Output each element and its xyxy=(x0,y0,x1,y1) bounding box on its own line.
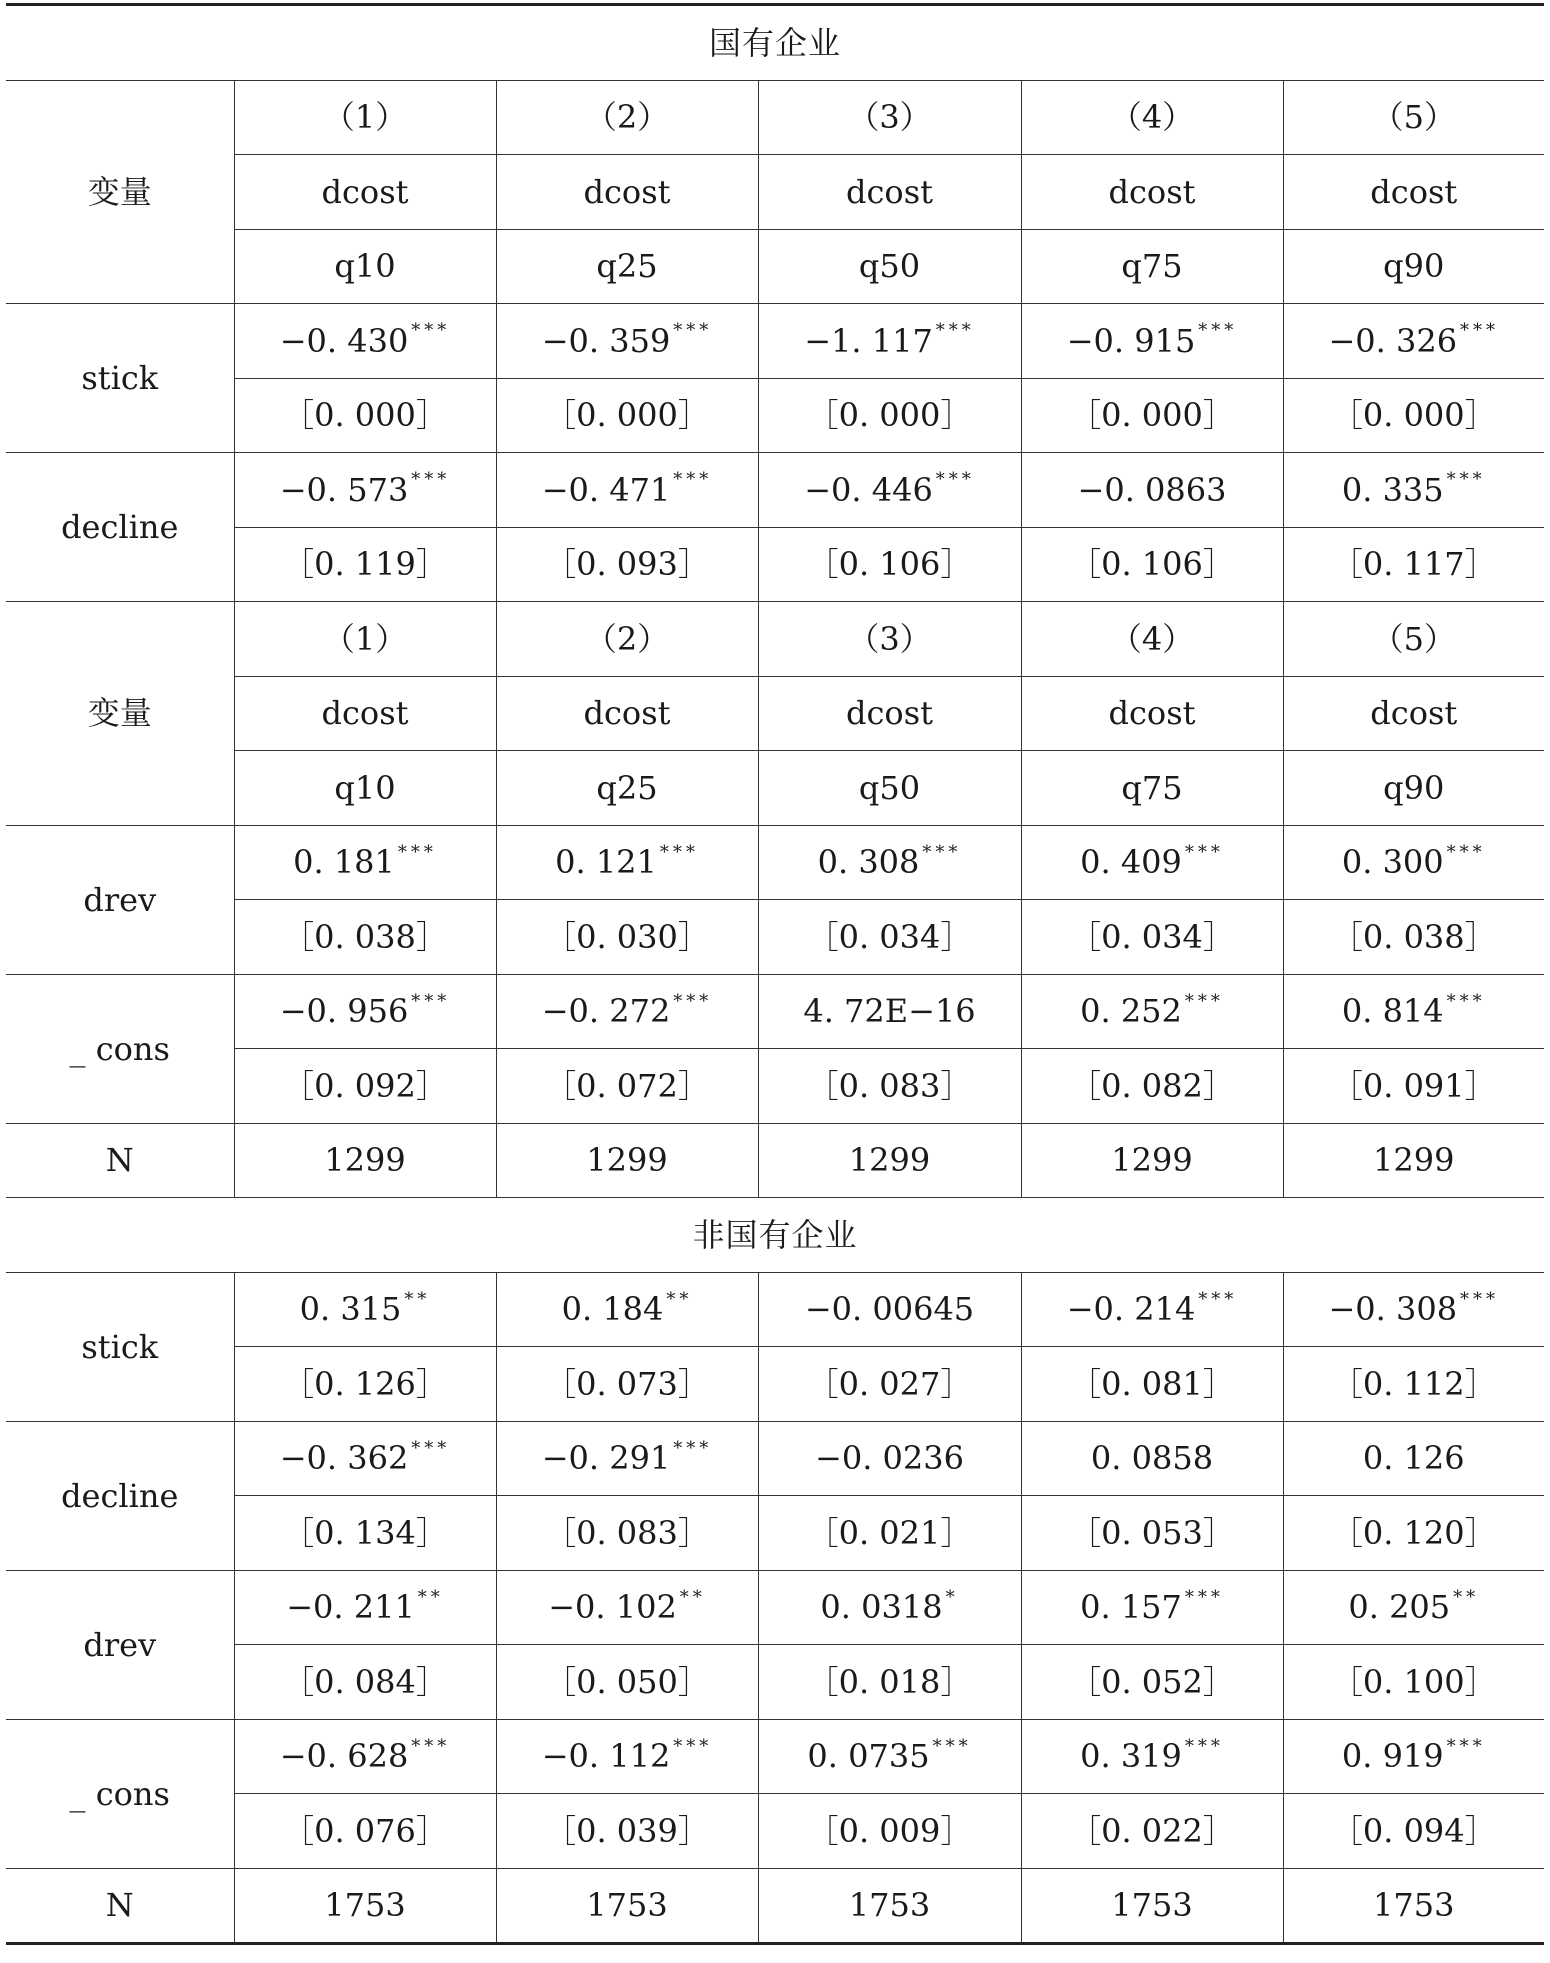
bracket-value: ［0. 083］ xyxy=(496,1496,758,1571)
significance-stars: ** xyxy=(679,1586,706,1608)
coefficient-cell xyxy=(496,453,758,528)
n-value: 1299 xyxy=(1283,1123,1544,1198)
coefficient-cell xyxy=(496,1570,758,1645)
dependent-variable: dcost xyxy=(1283,676,1544,751)
significance-stars: *** xyxy=(673,320,713,342)
significance-stars: *** xyxy=(411,469,451,491)
bracket-value: ［0. 106］ xyxy=(1021,527,1283,602)
coefficient-value: −0. 291 xyxy=(541,1439,671,1478)
coefficient-value: −0. 430 xyxy=(279,321,409,360)
bracket-value: ［0. 009］ xyxy=(758,1794,1021,1869)
coefficient-cell xyxy=(1021,1421,1283,1496)
coefficient-value: −0. 0863 xyxy=(1077,470,1227,509)
coef-row xyxy=(6,1719,1544,1794)
header-row-quantile xyxy=(6,751,1544,826)
quantile-label: q50 xyxy=(758,229,1021,304)
coefficient-value: 0. 409 xyxy=(1080,843,1182,882)
n-value: 1753 xyxy=(1283,1868,1544,1944)
bracket-value: ［0. 072］ xyxy=(496,1049,758,1124)
significance-stars: *** xyxy=(411,320,451,342)
n-label: N xyxy=(6,1868,234,1944)
coefficient-cell xyxy=(1283,1570,1544,1645)
bracket-value: ［0. 117］ xyxy=(1283,527,1544,602)
coefficient-cell xyxy=(1283,453,1544,528)
bracket-value: ［0. 083］ xyxy=(758,1049,1021,1124)
bracket-value: ［0. 038］ xyxy=(1283,900,1544,975)
bracket-value: ［0. 038］ xyxy=(234,900,496,975)
significance-stars: *** xyxy=(1198,1288,1238,1310)
coefficient-value: −0. 112 xyxy=(541,1737,671,1776)
section-title-state-owned: 国有企业 xyxy=(6,5,1544,81)
dependent-variable: dcost xyxy=(1021,676,1283,751)
bracket-value: ［0. 000］ xyxy=(496,378,758,453)
coefficient-value: 0. 319 xyxy=(1080,1737,1182,1776)
n-value: 1753 xyxy=(234,1868,496,1944)
coefficient-cell xyxy=(234,1421,496,1496)
bracket-value: ［0. 053］ xyxy=(1021,1496,1283,1571)
n-value: 1753 xyxy=(496,1868,758,1944)
quantile-label: q75 xyxy=(1021,229,1283,304)
section-row xyxy=(6,1198,1544,1273)
bracket-value: ［0. 000］ xyxy=(758,378,1021,453)
coefficient-cell xyxy=(1021,825,1283,900)
significance-stars: *** xyxy=(1184,1586,1224,1608)
coefficient-value: −0. 211 xyxy=(286,1588,415,1627)
significance-stars: *** xyxy=(673,1437,713,1459)
bracket-value: ［0. 034］ xyxy=(758,900,1021,975)
coefficient-value: 0. 157 xyxy=(1080,1588,1182,1627)
significance-stars: *** xyxy=(935,320,975,342)
coefficient-cell xyxy=(496,974,758,1049)
coefficient-cell xyxy=(234,825,496,900)
coefficient-value: −0. 272 xyxy=(541,992,671,1031)
coefficient-value: 0. 205 xyxy=(1348,1588,1451,1627)
significance-stars: *** xyxy=(1198,320,1238,342)
significance-stars: *** xyxy=(1446,841,1486,863)
regression-table-body xyxy=(6,5,1544,1944)
significance-stars: *** xyxy=(673,990,713,1012)
coefficient-value: 0. 300 xyxy=(1341,843,1444,882)
bracket-value: ［0. 084］ xyxy=(234,1645,496,1720)
coefficient-cell xyxy=(1283,1719,1544,1794)
significance-stars: *** xyxy=(1184,841,1224,863)
n-value: 1753 xyxy=(1021,1868,1283,1944)
coefficient-value: −0. 308 xyxy=(1328,1290,1458,1329)
coefficient-value: 4. 72E−16 xyxy=(803,992,976,1031)
coefficient-cell xyxy=(758,453,1021,528)
coefficient-value: −0. 628 xyxy=(279,1737,409,1776)
coefficient-cell xyxy=(496,1719,758,1794)
n-value: 1299 xyxy=(758,1123,1021,1198)
bracket-value: ［0. 119］ xyxy=(234,527,496,602)
bracket-value: ［0. 106］ xyxy=(758,527,1021,602)
dependent-variable: dcost xyxy=(234,676,496,751)
variable-name: drev xyxy=(6,825,234,974)
coefficient-value: −0. 00645 xyxy=(804,1290,975,1329)
significance-stars: ** xyxy=(404,1288,431,1310)
coefficient-cell xyxy=(758,1570,1021,1645)
significance-stars: *** xyxy=(922,841,962,863)
significance-stars: ** xyxy=(417,1586,444,1608)
significance-stars: *** xyxy=(935,469,975,491)
coefficient-cell xyxy=(1283,974,1544,1049)
column-number: （5） xyxy=(1283,80,1544,155)
coefficient-cell xyxy=(1021,974,1283,1049)
coefficient-cell xyxy=(234,304,496,379)
significance-stars: * xyxy=(945,1586,959,1608)
coefficient-value: −1. 117 xyxy=(804,321,933,360)
coefficient-value: −0. 471 xyxy=(541,470,671,509)
bracket-value: ［0. 076］ xyxy=(234,1794,496,1869)
section-row xyxy=(6,5,1544,81)
coefficient-value: 0. 252 xyxy=(1080,992,1182,1031)
significance-stars: *** xyxy=(932,1735,972,1757)
coef-row xyxy=(6,304,1544,379)
quantile-label: q50 xyxy=(758,751,1021,826)
coefficient-value: −0. 214 xyxy=(1066,1290,1196,1329)
variable-name: decline xyxy=(6,1421,234,1570)
coefficient-value: −0. 956 xyxy=(279,992,409,1031)
dependent-variable: dcost xyxy=(758,676,1021,751)
n-value: 1299 xyxy=(496,1123,758,1198)
bracket-value: ［0. 018］ xyxy=(758,1645,1021,1720)
dependent-variable: dcost xyxy=(1283,155,1544,230)
coefficient-cell xyxy=(758,825,1021,900)
bracket-value: ［0. 091］ xyxy=(1283,1049,1544,1124)
quantile-label: q90 xyxy=(1283,751,1544,826)
header-row-numbers xyxy=(6,80,1544,155)
quantile-label: q25 xyxy=(496,229,758,304)
bracket-value: ［0. 039］ xyxy=(496,1794,758,1869)
coefficient-cell xyxy=(1283,304,1544,379)
coefficient-cell xyxy=(1021,1272,1283,1347)
significance-stars: *** xyxy=(411,990,451,1012)
coefficient-cell xyxy=(496,1272,758,1347)
n-value: 1299 xyxy=(234,1123,496,1198)
regression-table xyxy=(6,3,1544,1945)
coefficient-cell xyxy=(758,1272,1021,1347)
significance-stars: *** xyxy=(673,1735,713,1757)
bracket-value: ［0. 073］ xyxy=(496,1347,758,1422)
coefficient-value: −0. 573 xyxy=(279,470,409,509)
coefficient-cell xyxy=(1021,453,1283,528)
coefficient-value: 0. 121 xyxy=(555,843,657,882)
quantile-label: q75 xyxy=(1021,751,1283,826)
significance-stars: *** xyxy=(1460,1288,1500,1310)
bracket-value: ［0. 000］ xyxy=(1021,378,1283,453)
coefficient-cell xyxy=(1021,1719,1283,1794)
header-row-numbers xyxy=(6,602,1544,677)
bracket-value: ［0. 081］ xyxy=(1021,1347,1283,1422)
quantile-label: q10 xyxy=(234,229,496,304)
n-value: 1753 xyxy=(758,1868,1021,1944)
bracket-value: ［0. 112］ xyxy=(1283,1347,1544,1422)
coefficient-cell xyxy=(496,304,758,379)
coef-row xyxy=(6,1421,1544,1496)
coefficient-cell xyxy=(1021,304,1283,379)
n-row xyxy=(6,1123,1544,1198)
bracket-value: ［0. 021］ xyxy=(758,1496,1021,1571)
dependent-variable: dcost xyxy=(496,155,758,230)
bracket-value: ［0. 082］ xyxy=(1021,1049,1283,1124)
bracket-value: ［0. 000］ xyxy=(234,378,496,453)
coef-row xyxy=(6,974,1544,1049)
coefficient-cell xyxy=(758,974,1021,1049)
coefficient-cell xyxy=(1021,1570,1283,1645)
column-number: （4） xyxy=(1021,80,1283,155)
coef-row xyxy=(6,825,1544,900)
coefficient-value: 0. 919 xyxy=(1341,1737,1444,1776)
bracket-value: ［0. 100］ xyxy=(1283,1645,1544,1720)
coefficient-cell xyxy=(496,825,758,900)
bracket-value: ［0. 052］ xyxy=(1021,1645,1283,1720)
bracket-row xyxy=(6,1645,1544,1720)
significance-stars: *** xyxy=(1184,1735,1224,1757)
bracket-row xyxy=(6,1496,1544,1571)
variable-name: stick xyxy=(6,304,234,453)
bracket-row xyxy=(6,527,1544,602)
quantile-label: q90 xyxy=(1283,229,1544,304)
section-title-non-state: 非国有企业 xyxy=(6,1198,1544,1273)
coefficient-value: 0. 0735 xyxy=(807,1737,930,1776)
significance-stars: *** xyxy=(1446,469,1486,491)
coefficient-value: 0. 308 xyxy=(817,843,920,882)
coefficient-value: −0. 915 xyxy=(1066,321,1196,360)
column-number: （2） xyxy=(496,602,758,677)
coefficient-cell xyxy=(1283,1272,1544,1347)
significance-stars: *** xyxy=(411,1437,451,1459)
coefficient-cell xyxy=(496,1421,758,1496)
significance-stars: ** xyxy=(1453,1586,1480,1608)
column-number: （4） xyxy=(1021,602,1283,677)
coefficient-value: 0. 126 xyxy=(1362,1439,1465,1478)
variable-name: decline xyxy=(6,453,234,602)
coefficient-value: −0. 446 xyxy=(804,470,933,509)
bracket-value: ［0. 030］ xyxy=(496,900,758,975)
bracket-value: ［0. 094］ xyxy=(1283,1794,1544,1869)
coef-row xyxy=(6,1272,1544,1347)
significance-stars: *** xyxy=(411,1735,451,1757)
variable-header: 变量 xyxy=(6,602,234,826)
significance-stars: *** xyxy=(1184,990,1224,1012)
significance-stars: *** xyxy=(673,469,713,491)
variable-name: stick xyxy=(6,1272,234,1421)
bracket-value: ［0. 050］ xyxy=(496,1645,758,1720)
bracket-value: ［0. 000］ xyxy=(1283,378,1544,453)
significance-stars: *** xyxy=(659,841,699,863)
bracket-row xyxy=(6,378,1544,453)
bracket-value: ［0. 134］ xyxy=(234,1496,496,1571)
coef-row xyxy=(6,453,1544,528)
coefficient-cell xyxy=(234,1719,496,1794)
coefficient-cell xyxy=(234,1570,496,1645)
coefficient-cell xyxy=(234,453,496,528)
column-number: （3） xyxy=(758,602,1021,677)
coefficient-value: 0. 335 xyxy=(1341,470,1444,509)
coefficient-cell xyxy=(234,974,496,1049)
bracket-row xyxy=(6,1049,1544,1124)
dependent-variable: dcost xyxy=(234,155,496,230)
bracket-value: ［0. 022］ xyxy=(1021,1794,1283,1869)
header-row-depvar xyxy=(6,676,1544,751)
n-label: N xyxy=(6,1123,234,1198)
quantile-label: q25 xyxy=(496,751,758,826)
coefficient-cell xyxy=(1283,825,1544,900)
bracket-value: ［0. 027］ xyxy=(758,1347,1021,1422)
coefficient-value: 0. 0858 xyxy=(1090,1439,1214,1478)
coefficient-cell xyxy=(234,1272,496,1347)
significance-stars: *** xyxy=(1446,1735,1486,1757)
n-row xyxy=(6,1868,1544,1944)
column-number: （1） xyxy=(234,602,496,677)
coefficient-value: −0. 362 xyxy=(279,1439,409,1478)
coefficient-value: 0. 315 xyxy=(299,1290,402,1329)
column-number: （3） xyxy=(758,80,1021,155)
quantile-label: q10 xyxy=(234,751,496,826)
coefficient-value: 0. 184 xyxy=(561,1290,664,1329)
dependent-variable: dcost xyxy=(496,676,758,751)
significance-stars: *** xyxy=(397,841,437,863)
bracket-value: ［0. 093］ xyxy=(496,527,758,602)
bracket-row xyxy=(6,1347,1544,1422)
coefficient-cell xyxy=(758,1719,1021,1794)
column-number: （5） xyxy=(1283,602,1544,677)
bracket-value: ［0. 120］ xyxy=(1283,1496,1544,1571)
variable-name: _ cons xyxy=(6,1719,234,1868)
bracket-row xyxy=(6,1794,1544,1869)
coefficient-value: −0. 326 xyxy=(1328,321,1458,360)
variable-name: _ cons xyxy=(6,974,234,1123)
bracket-value: ［0. 092］ xyxy=(234,1049,496,1124)
dependent-variable: dcost xyxy=(758,155,1021,230)
significance-stars: *** xyxy=(1446,990,1486,1012)
significance-stars: ** xyxy=(666,1288,693,1310)
coefficient-cell xyxy=(1283,1421,1544,1496)
dependent-variable: dcost xyxy=(1021,155,1283,230)
bracket-value: ［0. 126］ xyxy=(234,1347,496,1422)
n-value: 1299 xyxy=(1021,1123,1283,1198)
coefficient-value: 0. 181 xyxy=(293,843,395,882)
bracket-row xyxy=(6,900,1544,975)
coefficient-value: 0. 0318 xyxy=(820,1588,943,1627)
column-number: （2） xyxy=(496,80,758,155)
header-row-quantile xyxy=(6,229,1544,304)
coefficient-value: −0. 359 xyxy=(541,321,671,360)
variable-name: drev xyxy=(6,1570,234,1719)
coefficient-value: −0. 102 xyxy=(548,1588,677,1627)
header-row-depvar xyxy=(6,155,1544,230)
coef-row xyxy=(6,1570,1544,1645)
coefficient-cell xyxy=(758,1421,1021,1496)
column-number: （1） xyxy=(234,80,496,155)
coefficient-value: −0. 0236 xyxy=(815,1439,964,1478)
coefficient-value: 0. 814 xyxy=(1341,992,1444,1031)
significance-stars: *** xyxy=(1460,320,1500,342)
variable-header: 变量 xyxy=(6,80,234,304)
bracket-value: ［0. 034］ xyxy=(1021,900,1283,975)
coefficient-cell xyxy=(758,304,1021,379)
